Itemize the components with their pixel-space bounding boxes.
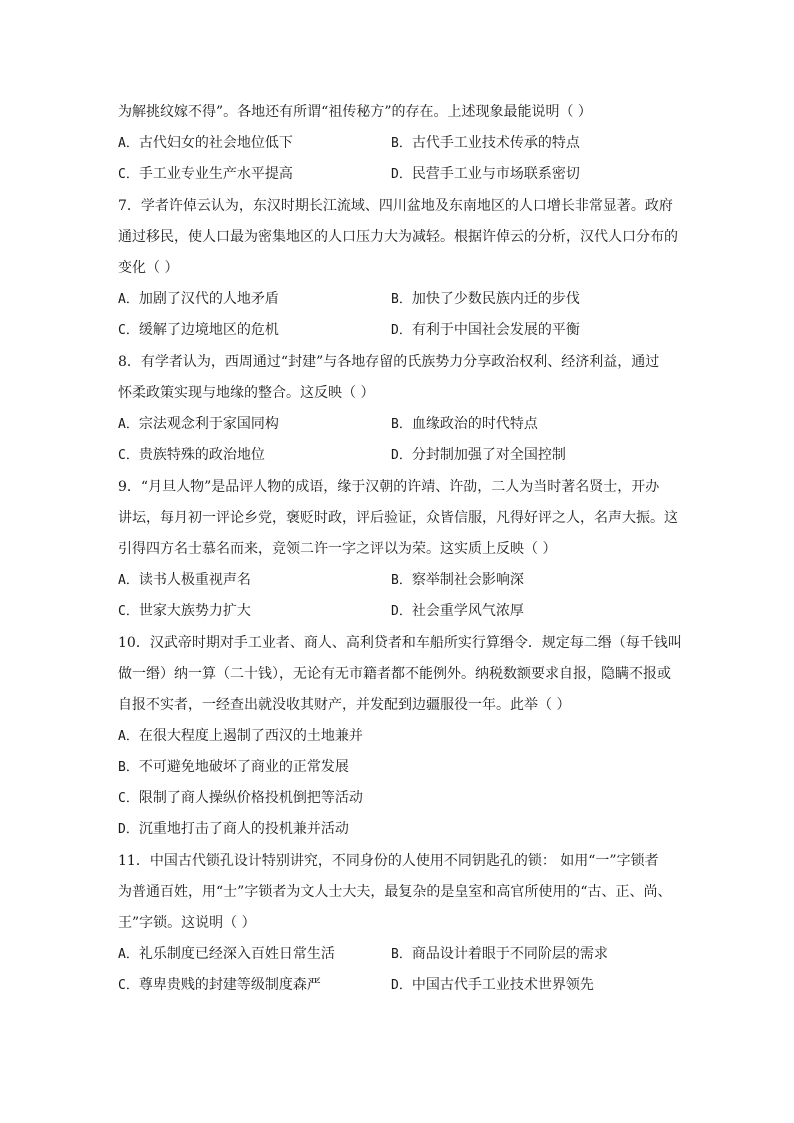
q11-option-c	[118, 975, 321, 996]
q8-option-d-text: 分封制加强了对全国控制	[411, 447, 566, 463]
q11-stem-line-1: 11．中国古代锁孔设计特别讲究，不同身份的人使用不同钥匙孔的锁： 如用“一”字锁者	[118, 853, 659, 869]
q7-stem-line-2: 通过移民，使人口最为密集地区的人口压力大为减轻。根据许倬云的分析，汉代人口分布的	[118, 229, 678, 245]
q6-option-b	[391, 133, 580, 154]
q9-option-a-text: 读书人极重视声名	[138, 572, 251, 588]
q7-option-b	[391, 289, 580, 310]
q8-option-c-letter: C．	[118, 448, 139, 463]
q8-option-d-letter: D．	[391, 448, 412, 463]
q11-option-d	[391, 975, 594, 996]
q6-option-c-letter: C．	[118, 167, 139, 182]
q8-option-b-text: 血缘政治的时代特点	[411, 416, 538, 432]
q7-option-d-text: 有利于中国社会发展的平衡	[411, 322, 580, 338]
q11-stem-line-3: 王”字锁。这说明（ ）	[118, 915, 256, 931]
q6-option-a-letter: A．	[118, 136, 139, 151]
q6-option-c-text: 手工业专业生产水平提高	[138, 166, 293, 182]
q6-option-b-letter: B．	[391, 136, 412, 151]
q7-option-d-letter: D．	[391, 323, 412, 338]
q11-option-b-letter: B．	[391, 947, 412, 962]
q9-option-b-letter: B．	[391, 573, 412, 588]
q8-stem-line-2: 怀柔政策实现与地缘的整合。这反映（ ）	[118, 385, 375, 401]
q11-option-d-text: 中国古代手工业技术世界领先	[411, 977, 594, 993]
q10-option-d-text: 沉重地打击了商人的投机兼并活动	[138, 821, 349, 837]
q10-option-a	[118, 726, 363, 747]
q9-stem-line-3: 引得四方名士慕名而来，竞领二许一字之评以为荣。这实质上反映（ ）	[118, 541, 557, 557]
q10-option-b-letter: B．	[118, 760, 139, 775]
q6-option-b-text: 古代手工业技术传承的特点	[411, 135, 580, 151]
q11-stem-line-2: 为普通百姓，用“士”字锁者为文人士大夫，最复杂的是皇室和高官所使用的“古、正、尚、	[118, 884, 672, 900]
q9-option-c	[118, 601, 251, 622]
q9-option-b	[391, 570, 524, 591]
q10-stem-line-3: 自报不实者，一经查出就没收其财产，并发配到边疆服役一年。此举（ ）	[118, 697, 571, 713]
q8-option-b-letter: B．	[391, 417, 412, 432]
q7-option-a-letter: A．	[118, 292, 139, 307]
q6-option-a	[118, 133, 293, 154]
q7-option-a	[118, 289, 279, 310]
q10-option-d	[118, 819, 349, 840]
q8-option-d	[391, 445, 566, 466]
q7-option-b-letter: B．	[391, 292, 412, 307]
q9-option-b-text: 察举制社会影响深	[411, 572, 524, 588]
q11-option-b	[391, 944, 608, 965]
q8-option-a-letter: A．	[118, 417, 139, 432]
q10-stem-line-1: 10．汉武帝时期对手工业者、商人、高利贷者和车船所实行算缗令．规定每二缗（每千钱叫	[118, 635, 682, 651]
q6-option-d-text: 民营手工业与市场联系密切	[411, 166, 580, 182]
q7-option-b-text: 加快了少数民族内迁的步伐	[411, 291, 580, 307]
q8-option-a	[118, 414, 279, 435]
q9-option-d-text: 社会重学风气浓厚	[411, 603, 524, 619]
q6-option-d-letter: D．	[391, 167, 412, 182]
q9-option-a	[118, 570, 251, 591]
q6-option-d	[391, 164, 580, 185]
q9-stem-line-1: 9．“月旦人物”是品评人物的成语，缘于汉朝的许靖、许劭，二人为当时著名贤士，开办	[118, 479, 660, 495]
q6-stem-line-1: 为解挑纹嫁不得”。各地还有所谓“祖传秘方”的存在。上述现象最能说明（ ）	[118, 104, 592, 120]
q9-option-c-text: 世家大族势力扩大	[138, 603, 251, 619]
q11-option-c-text: 尊卑贵贱的封建等级制度森严	[138, 977, 321, 993]
q10-option-a-text: 在很大程度上遏制了西汉的土地兼并	[138, 728, 363, 744]
q10-option-c-text: 限制了商人操纵价格投机倒把等活动	[138, 790, 363, 806]
q8-stem-line-1: 8．有学者认为，西周通过“封建”与各地存留的氏族势力分享政治权利、经济利益，通过	[118, 354, 660, 370]
q10-option-b-text: 不可避免地破坏了商业的正常发展	[138, 759, 349, 775]
q7-option-c-text: 缓解了边境地区的危机	[138, 322, 279, 338]
q8-option-a-text: 宗法观念利于家国同构	[138, 416, 279, 432]
q10-option-b	[118, 757, 349, 778]
q11-option-d-letter: D．	[391, 978, 412, 993]
q6-option-c	[118, 164, 293, 185]
q10-option-a-letter: A．	[118, 729, 139, 744]
q6-option-a-text: 古代妇女的社会地位低下	[138, 135, 293, 151]
q8-option-b	[391, 414, 538, 435]
q9-option-c-letter: C．	[118, 604, 139, 619]
q7-stem-line-1: 7．学者许倬云认为，东汉时期长江流域、四川盆地及东南地区的人口增长非常显著。政府	[118, 198, 673, 214]
q11-option-a	[118, 944, 335, 965]
q9-stem-line-2: 讲坛，每月初一评论乡党，褒贬时政，评后验证，众皆信服，凡得好评之人，名声大振。这	[118, 510, 678, 526]
q10-option-d-letter: D．	[118, 822, 139, 837]
q9-option-a-letter: A．	[118, 573, 139, 588]
q7-option-c-letter: C．	[118, 323, 139, 338]
q7-option-d	[391, 320, 580, 341]
q11-option-b-text: 商品设计着眼于不同阶层的需求	[411, 946, 608, 962]
q7-stem-line-3: 变化（ ）	[118, 260, 179, 276]
q7-option-c	[118, 320, 279, 341]
q11-option-c-letter: C．	[118, 978, 139, 993]
q10-stem-line-2: 做一缗）纳一算（二十钱），无论有无市籍者都不能例外。纳税数额要求自报，隐瞒不报或	[118, 666, 671, 682]
q10-option-c-letter: C．	[118, 791, 139, 806]
q7-option-a-text: 加剧了汉代的人地矛盾	[138, 291, 279, 307]
q11-option-a-letter: A．	[118, 947, 139, 962]
q8-option-c-text: 贵族特殊的政治地位	[138, 447, 265, 463]
q8-option-c	[118, 445, 265, 466]
q11-option-a-text: 礼乐制度已经深入百姓日常生活	[138, 946, 335, 962]
q9-option-d	[391, 601, 524, 622]
q9-option-d-letter: D．	[391, 604, 412, 619]
q10-option-c	[118, 788, 363, 809]
